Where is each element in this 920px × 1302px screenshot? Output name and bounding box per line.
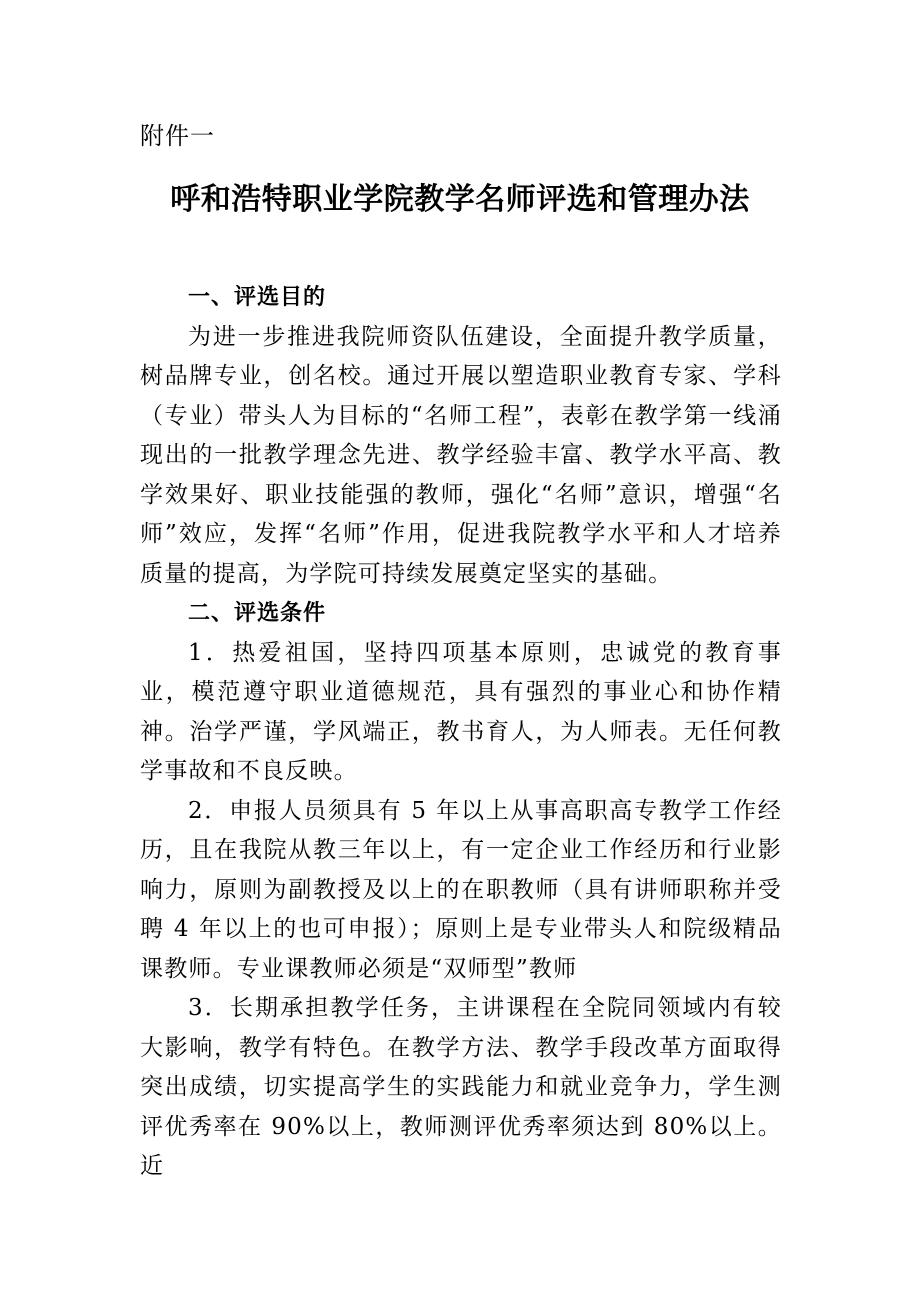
- paragraph: 3．长期承担教学任务，主讲课程在全院同领域内有较大影响，教学有特色。在教学方法、教学手段改革方面取得突出成绩，切实提高学生的实践能力和就业竞争力，学生测评优秀率在 90%以上，教师测评优秀率须达到 80%以上。近: [140, 995, 782, 1179]
- paragraph: 1．热爱祖国，坚持四项基本原则，忠诚党的教育事业，模范遵守职业道德规范，具有强烈的事业心和协作精神。治学严谨，学风端正，教书育人，为人师表。无任何教学事故和不良反映。: [140, 639, 782, 784]
- document-body: [140, 278, 782, 1187]
- section-conditions: [140, 594, 782, 1187]
- section-heading: 一、评选目的: [188, 285, 327, 310]
- section-purpose: [140, 278, 782, 594]
- paragraph: 为进一步推进我院师资队伍建设，全面提升教学质量，树品牌专业，创名校。通过开展以塑造职业教育专家、学科（专业）带头人为目标的“名师工程”，表彰在教学第一线涌现出的一批教学理念先进、教学经验丰富、教学水平高、教学效果好、职业技能强的教师，强化“名师”意识，增强“名师”效应，发挥“名师”作用，促进我院教学水平和人才培养质量的提高，为学院可持续发展奠定坚实的基础。: [140, 323, 782, 587]
- section-heading: 二、评选条件: [188, 601, 327, 626]
- document-title: 呼和浩特职业学院教学名师评选和管理办法: [170, 182, 750, 217]
- paragraph: 2．申报人员须具有 5 年以上从事高职高专教学工作经历，且在我院从教三年以上，有一定企业工作经历和行业影响力，原则为副教授及以上的在职教师（具有讲师职称并受聘 4 年以上的也可申报）；原则上是专业带头人和院级精品课教师。专业课教师必须是“双师型”教师: [140, 797, 782, 982]
- attachment-label: 附件一: [140, 122, 215, 150]
